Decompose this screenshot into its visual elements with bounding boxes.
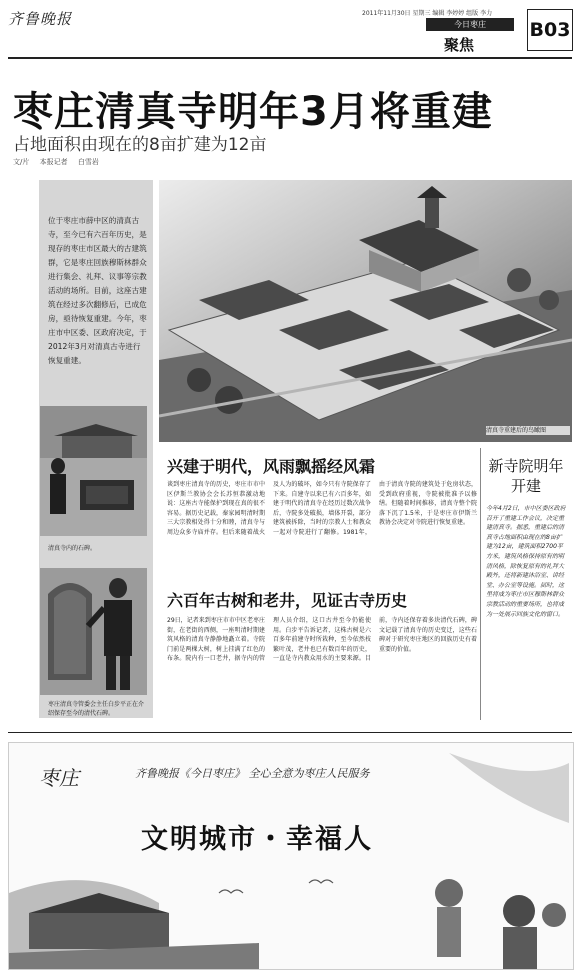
page-number: B03 (527, 9, 573, 51)
byline-prefix: 文/片 (13, 158, 30, 166)
ad-rule (8, 732, 572, 733)
section2-title: 六百年古树和老井，见证古寺历史 (167, 591, 408, 610)
aerial-rendering (159, 180, 572, 442)
subtitle: 占地面积由现在的8亩扩建为12亩 (13, 135, 267, 155)
ad-tagline: 齐鲁晚报《今日枣庄》 全心全意为枣庄人民服务 (135, 767, 370, 780)
column-divider (480, 448, 481, 720)
advertisement (8, 742, 574, 970)
photo2-caption: 枣庄清真寺管委会主任白步平正在介绍保存至今的清代石碑。 (48, 701, 145, 717)
date-info: 2011年11月30日 星期三 编辑 李婷婷 组版 李力 (362, 10, 493, 17)
stone-tablet-photo (40, 406, 147, 536)
byline (13, 157, 107, 167)
byline-reporter: 本报记者 (39, 158, 68, 166)
photo1-caption: 清真寺内的石碑。 (48, 545, 97, 552)
section1-text: 谈到枣庄清真寺的历史，枣庄市市中区伊斯兰教协会会长苏恒恭激动地说：这座古寺能保护到现在真的很不容易。据历史记载，秦家园明清时期三大宗教相处得十分和睦，清真寺与周边众多寺庙并存。但后来随着战火及人为的破坏，如今只有寺院保存了下来。自建寺以来已有六百多年，如建于明代的清真寺在经历过数次战争后，寺院多处破损，墙体开裂，部分建筑被拆除，当时的宗教人士和教众一起对寺院进行了翻修。1981年，由于清真寺院的建筑处于危房状态，受到政府重视，寺院被批准予以修缮。但随着时间推移，清真寺整个院落下沉了1.5米，于是枣庄市伊斯兰教协会决定对寺院进行恢复重建。 (167, 481, 477, 536)
stele-photo (40, 568, 147, 695)
intro-text: 位于枣庄市薛中区的清真古寺，至今已有六百年历史，是现存的枣庄市区最大的古建筑群，它是枣庄回族穆斯林群众进行集会、礼拜、议事等宗教活动的场所。目前，这座古建筑在经过多次翻修后，已成危房，亟待恢复重建。今年，枣庄市中区委、区政府决定，于2012年3月对清真古寺进行恢复重建。 (48, 216, 147, 365)
ad-brand: 枣庄 (39, 766, 79, 790)
aerial-caption: 清真寺重建后的鸟瞰图 (486, 426, 570, 435)
side-title: 新寺院明年开建 (488, 457, 564, 495)
headline: 枣庄清真寺明年3月将重建 (13, 89, 493, 135)
masthead: 齐鲁晚报 (8, 10, 73, 28)
section1-title: 兴建于明代，风雨飘摇经风霜 (167, 457, 376, 476)
section-label: 今日枣庄 (426, 18, 514, 31)
ad-slogan: 文明城市・幸福人 (141, 824, 373, 855)
side-text: 今年4月2日，市中区委区政府召开了重建工作会议，决定重建清真寺。据悉，重建后的清真寺占地面积由现在的8亩扩建为12亩，建筑面积2700平方米，建筑风格保持原有的明清风格，除恢复原有的礼拜大殿外，还将新建沐浴室、讲经堂、办公室等设施。届时，这里将成为枣庄市区穆斯林群众宗教活动的重要场所，也将成为一处展示回族文化的窗口。 (486, 505, 566, 618)
byline-name: 白雪岩 (77, 158, 99, 166)
focus-label: 聚焦 (444, 36, 475, 54)
header-rule (8, 57, 572, 59)
section2-text: 29日，记者来到枣庄市市中区老枣庄街，在老街的西侧，一座明清时期建筑风格的清真寺静静地矗立着。寺院门前是两棵大树，树上挂满了红色的布条。院内有一口老井，据寺内的管理人员介绍，这口古井至今仍能使用。白步平告诉记者，这株古树是六百多年前建寺时所栽种，至今依然枝繁叶茂，老井也已有数百年的历史，一直是寺内教众用水的主要来源。目前，寺内还保存着多块清代石碑，碑文记载了清真寺的历史变迁，这些石碑对于研究枣庄地区的回族历史有着重要的价值。 (167, 617, 477, 663)
